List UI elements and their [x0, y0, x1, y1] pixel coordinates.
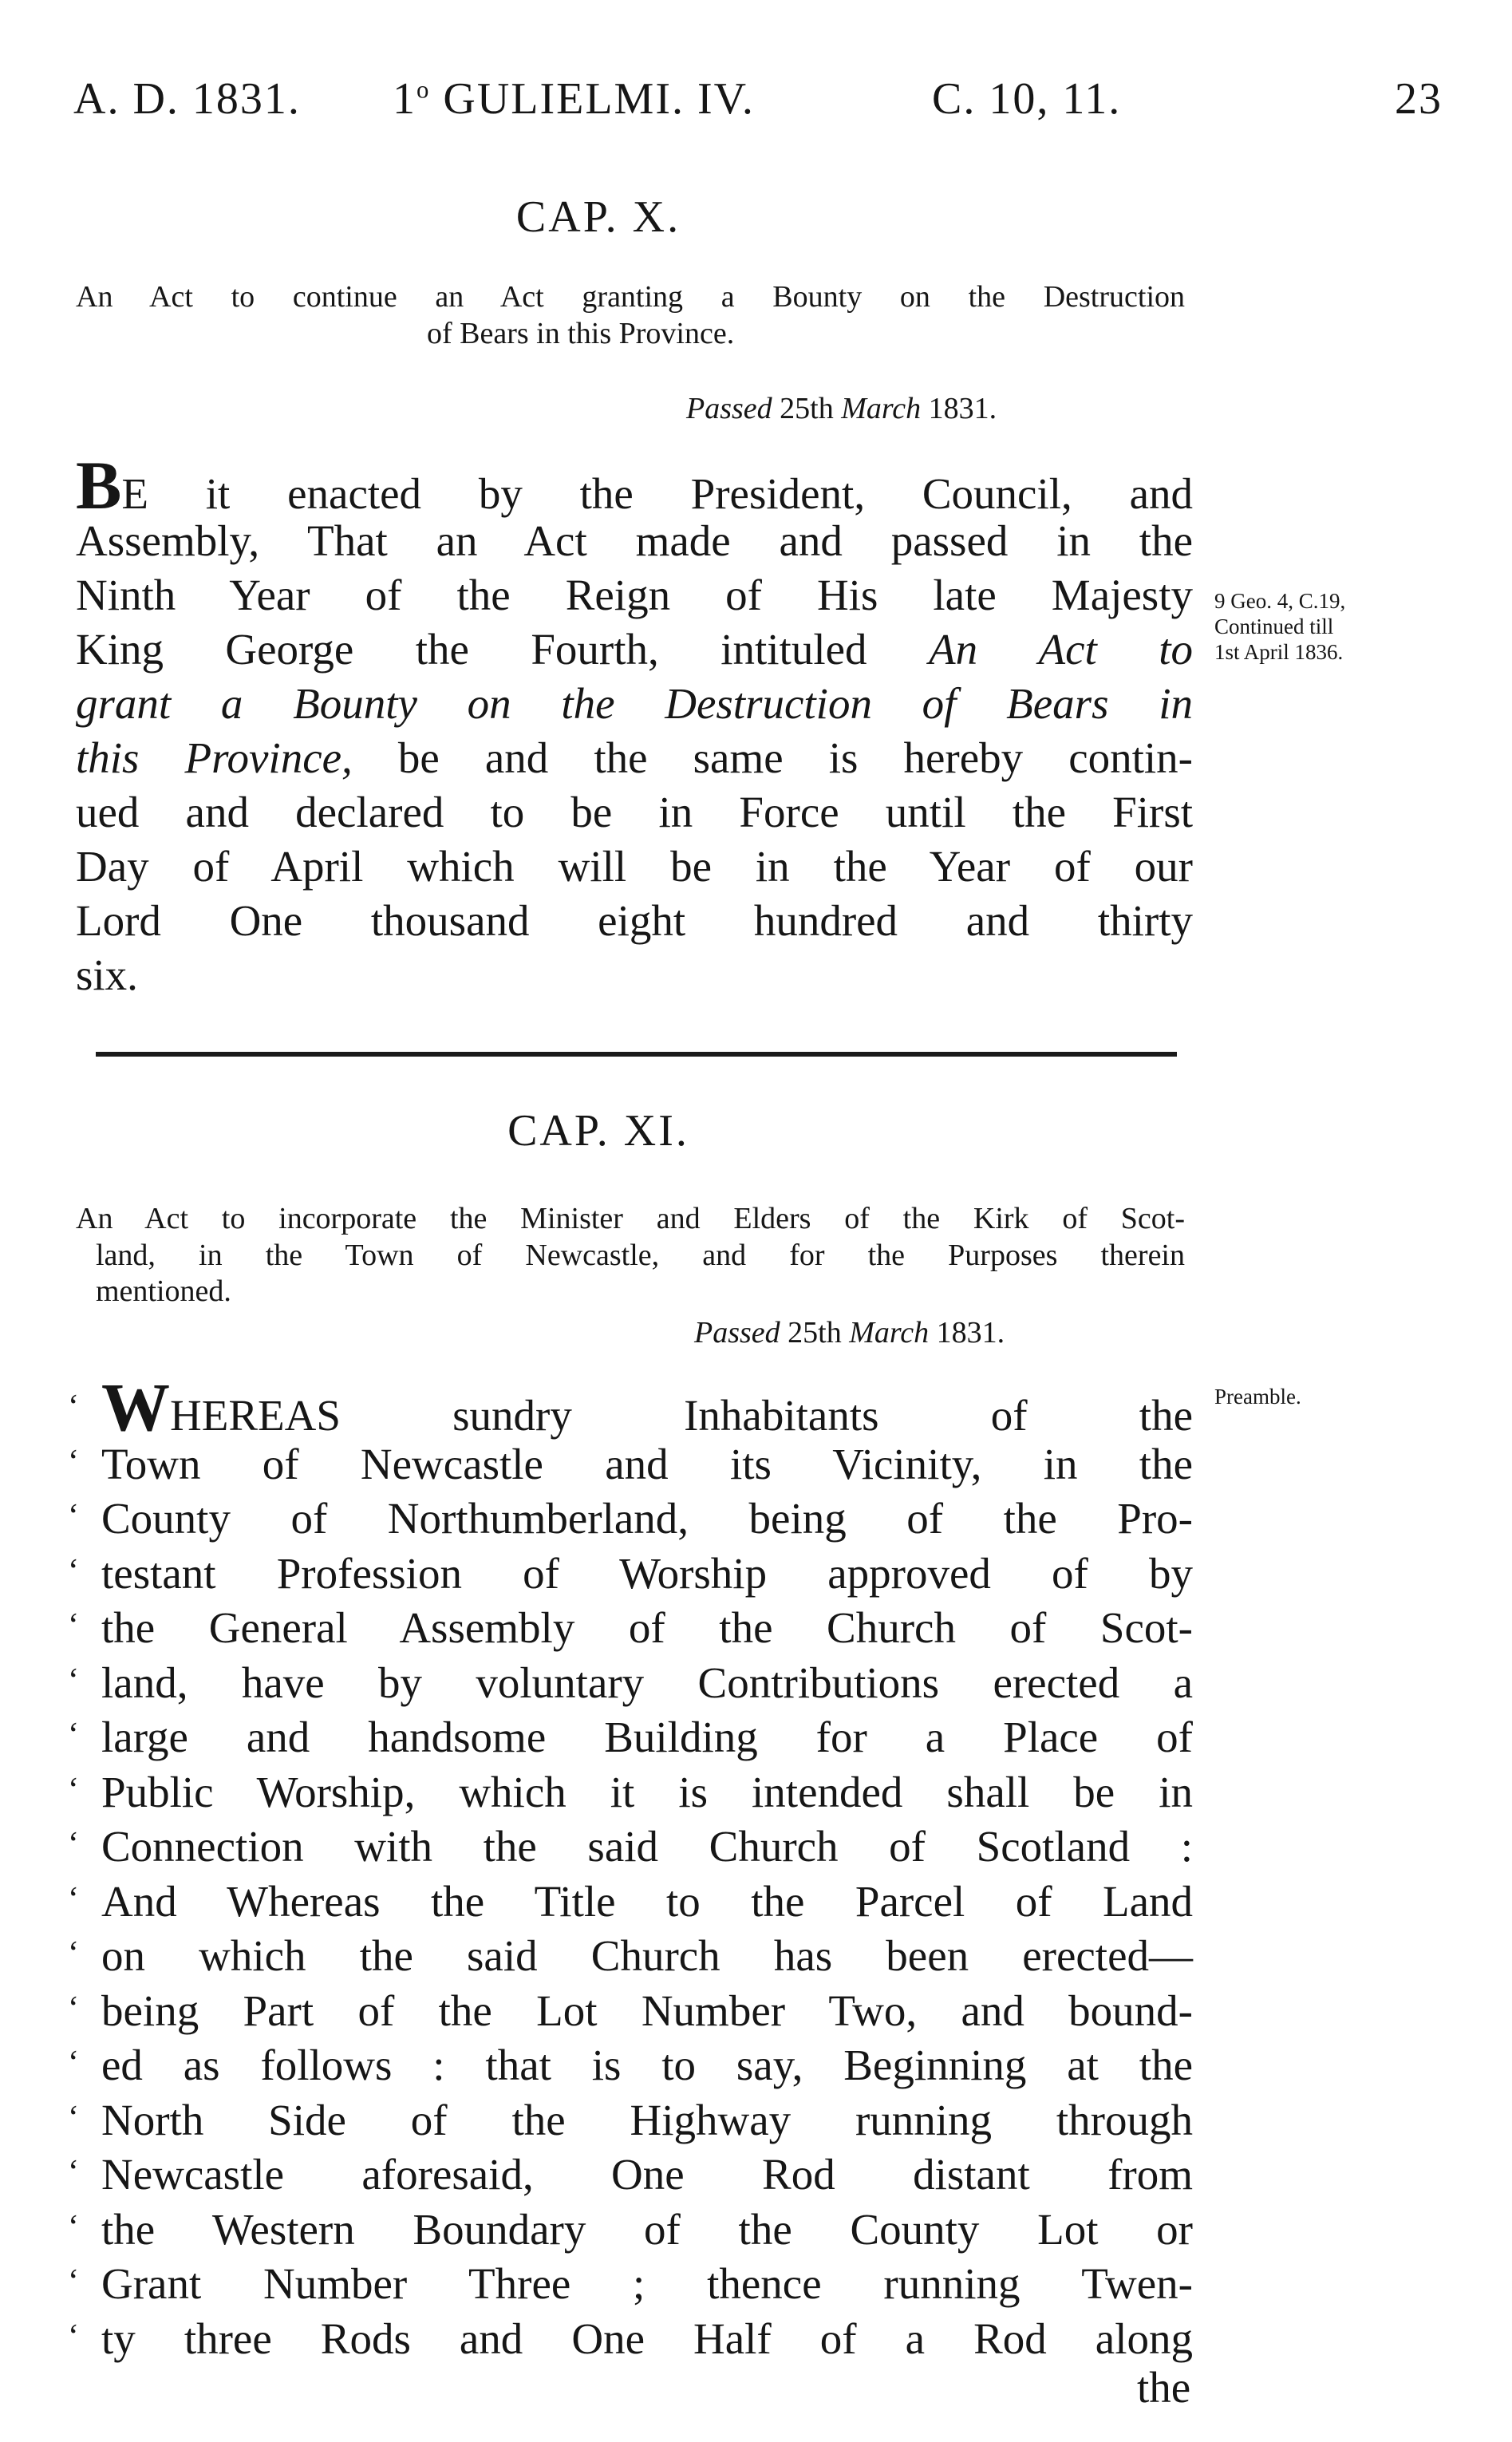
cap-xi-line: ‘ County of Northumberland, being of the Pro-: [68, 1494, 1193, 1543]
cap-xi-line: ‘ North Side of the Highway running through: [68, 2095, 1193, 2144]
quote-mark: ‘: [68, 2154, 79, 2191]
act-title-italic: An Act to: [928, 625, 1194, 674]
cap-x-line: Lord One thousand eight hundred and thirty: [76, 896, 1193, 945]
sovereign-name: GULIELMI. IV.: [443, 74, 755, 124]
cap-xi-line: ‘ Newcastle aforesaid, One Rod distant from: [68, 2150, 1193, 2199]
quote-mark: ‘: [68, 1498, 79, 1535]
cap-x-margin-note: 9 Geo. 4, C.19, Continued till 1st April 1836.: [1214, 589, 1346, 664]
cap-x-heading: CAP. X.: [515, 192, 681, 242]
cap-x-line: Assembly, That an Act made and passed in the: [76, 516, 1193, 565]
quote-mark: ‘: [68, 1717, 79, 1753]
quote-mark: ‘: [68, 1771, 79, 1808]
cap-xi-passed-date: Passed 25th March 1831.: [694, 1316, 1005, 1349]
running-head-chapters: C. 10, 11.: [932, 74, 1122, 124]
cap-xi-line: ‘ the General Assembly of the Church of Scot-: [68, 1603, 1193, 1652]
dropcap-w: W: [101, 1369, 170, 1445]
quote-mark: ‘: [68, 1443, 79, 1480]
cap-x-title-line1: An Act to continue an Act granting a Bounty on the Destruction: [76, 280, 1185, 314]
cap-xi-line: ‘ And Whereas the Title to the Parcel of Land: [68, 1876, 1193, 1926]
quote-mark: ‘: [68, 2263, 79, 2300]
cap-xi-title-line3: mentioned.: [96, 1274, 231, 1309]
cap-xi-line: ‘ the Western Boundary of the County Lot or: [68, 2204, 1193, 2254]
cap-xi-line: ‘ Grant Number Three ; thence running Twen-: [68, 2259, 1193, 2308]
cap-xi-line: ‘ ty three Rods and One Half of a Rod along: [68, 2314, 1193, 2363]
quote-mark: ‘: [68, 1880, 79, 1918]
quote-mark: ‘: [68, 1990, 79, 2027]
cap-xi-line: ‘ ed as follows : that is to say, Beginning at the: [68, 2041, 1193, 2089]
cap-x-line: Ninth Year of the Reign of His late Majesty: [76, 571, 1193, 619]
quote-mark: ‘: [68, 2045, 79, 2081]
cap-xi-title-line1: An Act to incorporate the Minister and Elders of the Kirk of Scot-: [76, 1202, 1185, 1235]
section-divider-rule: [96, 1052, 1177, 1057]
catchword: the: [1137, 2363, 1191, 2412]
cap-xi-line: ‘ on which the said Church has been erected—: [68, 1931, 1193, 1980]
cap-x-passed-date: Passed 25th March 1831.: [686, 392, 997, 425]
page-number: 23: [1395, 74, 1443, 124]
cap-xi-line: ‘ Connection with the said Church of Scotland :: [68, 1822, 1193, 1871]
cap-xi-line: ‘ WHEREAS sundry Inhabitants of the: [68, 1369, 1193, 1445]
act-title-italic: this Province,: [76, 733, 353, 782]
act-title-italic: grant a Bounty on the Destruction of Bears in: [76, 679, 1193, 728]
cap-xi-line: ‘ Public Worship, which it is intended shall be in: [68, 1767, 1193, 1816]
quote-mark: ‘: [68, 1826, 79, 1863]
cap-xi-line: ‘ land, have by voluntary Contributions erected a: [68, 1658, 1193, 1707]
cap-x-line: BE it enacted by the President, Council, and: [76, 447, 1193, 524]
quote-mark: ‘: [68, 1662, 79, 1699]
running-head-date: A. D. 1831.: [73, 74, 301, 124]
cap-xi-title-line2: land, in the Town of Newcastle, and for the Purposes therein: [96, 1238, 1185, 1272]
regnal-year-superscript: o: [416, 76, 431, 104]
quote-mark: ‘: [68, 1389, 79, 1425]
dropcap-b: B: [76, 447, 122, 524]
quote-mark: ‘: [68, 2208, 79, 2246]
cap-xi-line: ‘ Town of Newcastle and its Vicinity, in the: [68, 1439, 1193, 1488]
cap-x-line: Day of April which will be in the Year of our: [76, 842, 1193, 891]
cap-xi-act-title: [76, 1201, 1185, 1310]
quote-mark: ‘: [68, 1552, 79, 1590]
cap-x-title-line2: of Bears in this Province.: [427, 316, 735, 350]
cap-xi-line: ‘ large and handsome Building for a Place of: [68, 1713, 1193, 1761]
cap-xi-line: ‘ being Part of the Lot Number Two, and bound-: [68, 1986, 1193, 2035]
regnal-year: 1: [393, 74, 416, 124]
cap-x-line: this Province, be and the same is hereby contin-: [76, 733, 1194, 782]
quote-mark: ‘: [68, 1607, 79, 1644]
quote-mark: ‘: [68, 2318, 79, 2355]
cap-x-line: King George the Fourth, intituled An Act to: [76, 625, 1194, 674]
cap-x-line: six.: [76, 950, 138, 999]
quote-mark: ‘: [68, 1935, 79, 1972]
preamble-margin-note: Preamble.: [1214, 1385, 1301, 1409]
running-head-sovereign: [393, 74, 755, 124]
cap-xi-heading: CAP. XI.: [507, 1106, 689, 1156]
quote-mark: ‘: [68, 2099, 79, 2136]
cap-x-act-title: [76, 279, 1185, 352]
cap-xi-line: ‘ testant Profession of Worship approved of by: [68, 1548, 1193, 1598]
cap-x-line: ued and declared to be in Force until the First: [76, 788, 1193, 836]
cap-x-line: [76, 679, 1193, 728]
